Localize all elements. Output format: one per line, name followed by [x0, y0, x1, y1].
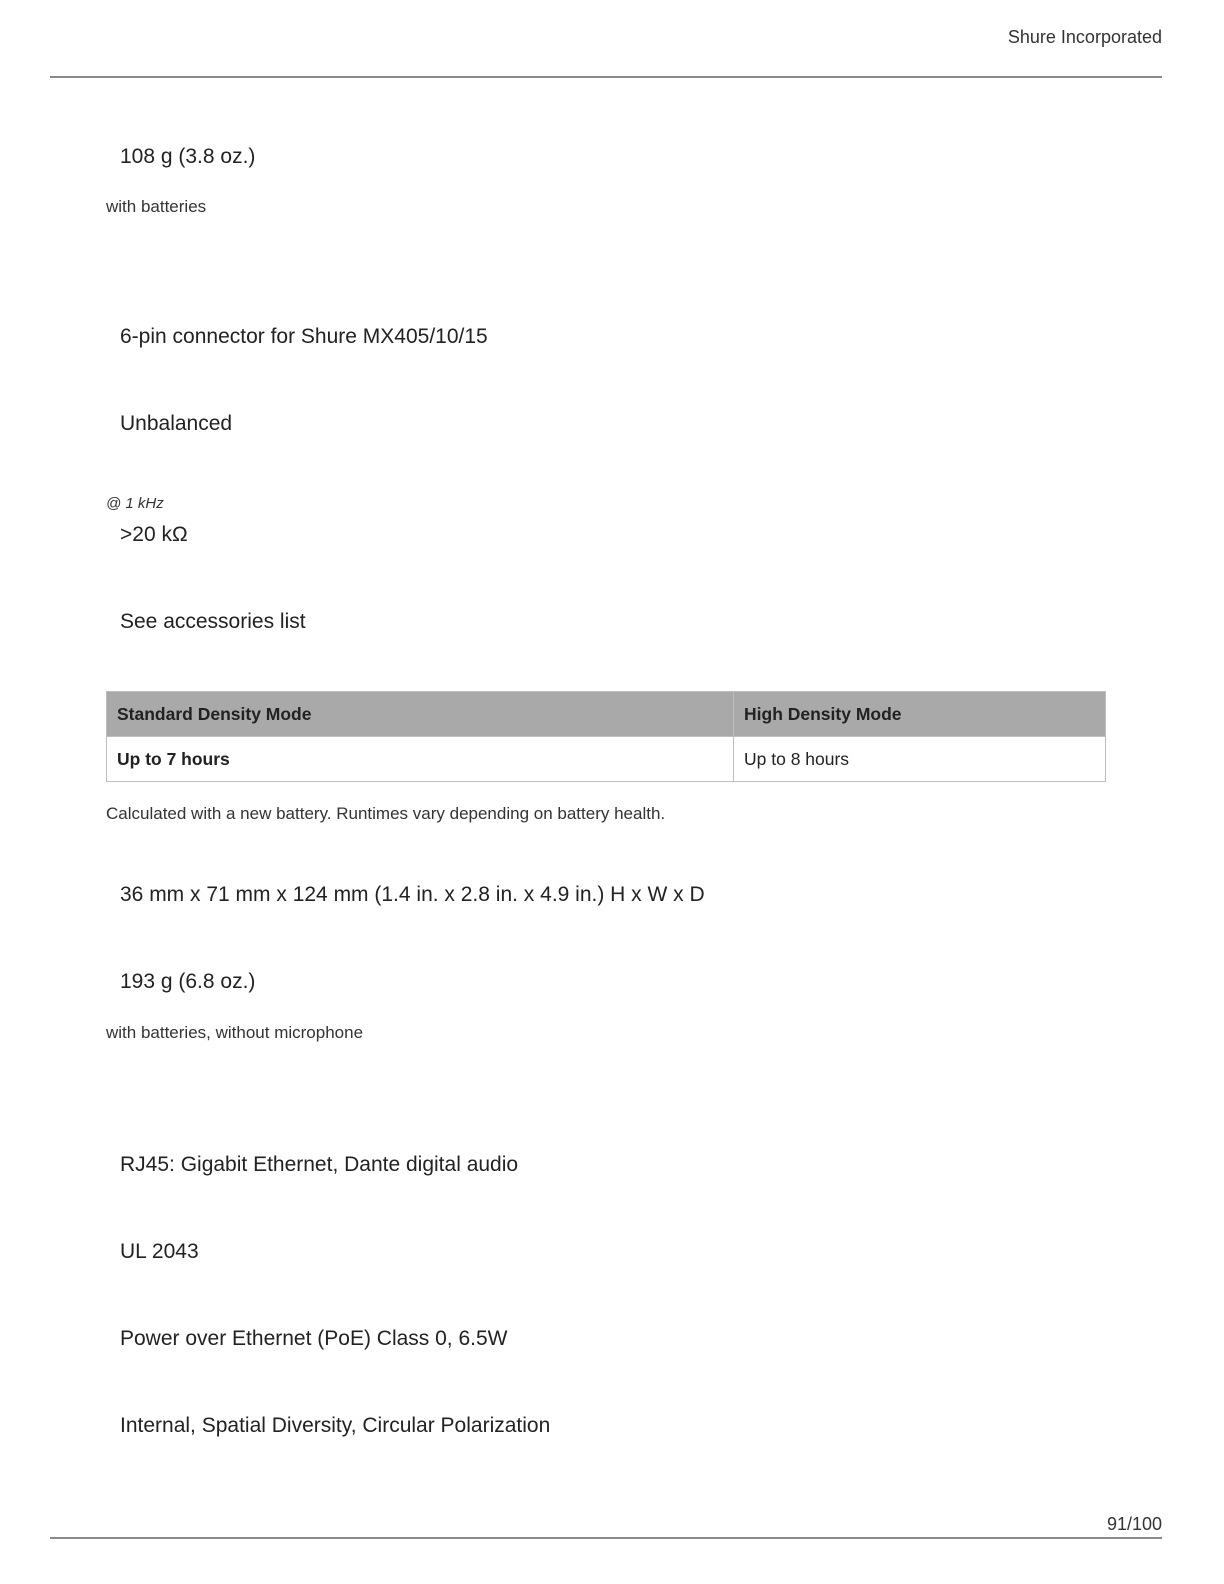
- runtime-high-value: Up to 8 hours: [734, 737, 1106, 782]
- spec-weight-value: 108 g (3.8 oz.): [120, 145, 256, 168]
- footer-divider: [50, 1537, 1162, 1539]
- runtime-table: [106, 691, 1106, 782]
- spec-dimensions-value: 36 mm x 71 mm x 124 mm (1.4 in. x 2.8 in. x 4.9 in.) H x W x D: [120, 883, 705, 906]
- spec-output-configuration-value: Unbalanced: [120, 412, 233, 435]
- runtime-note: Calculated with a new battery. Runtimes vary depending on battery health.: [106, 804, 666, 823]
- spec-power-requirements-value: Power over Ethernet (PoE) Class 0, 6.5W: [120, 1327, 508, 1350]
- table-row: [107, 737, 1106, 782]
- spec-transmitter-weight-note: with batteries, without microphone: [106, 1023, 364, 1042]
- spec-weight-note: with batteries: [106, 197, 207, 216]
- runtime-standard-value: Up to 7 hours: [107, 737, 734, 782]
- spec-accessories-value: See accessories list: [120, 610, 306, 633]
- page-number: 91/100: [1106, 1514, 1162, 1534]
- spec-antenna-type-value: Internal, Spatial Diversity, Circular Polarization: [120, 1414, 551, 1437]
- runtime-table-header-standard: Standard Density Mode: [107, 692, 734, 737]
- header-divider: [50, 76, 1162, 78]
- spec-connector-value: 6-pin connector for Shure MX405/10/15: [120, 325, 488, 348]
- spec-network-interface-value: RJ45: Gigabit Ethernet, Dante digital audio: [120, 1153, 519, 1176]
- spec-impedance-qualifier: @ 1 kHz: [106, 495, 164, 512]
- spec-certification-value: UL 2043: [120, 1240, 199, 1263]
- runtime-table-header-row: [107, 692, 1106, 737]
- runtime-table-header-high: High Density Mode: [734, 692, 1106, 737]
- spec-impedance-value: >20 kΩ: [120, 523, 188, 546]
- header-company-name: Shure Incorporated: [1007, 27, 1162, 47]
- spec-transmitter-weight-value: 193 g (6.8 oz.): [120, 970, 256, 993]
